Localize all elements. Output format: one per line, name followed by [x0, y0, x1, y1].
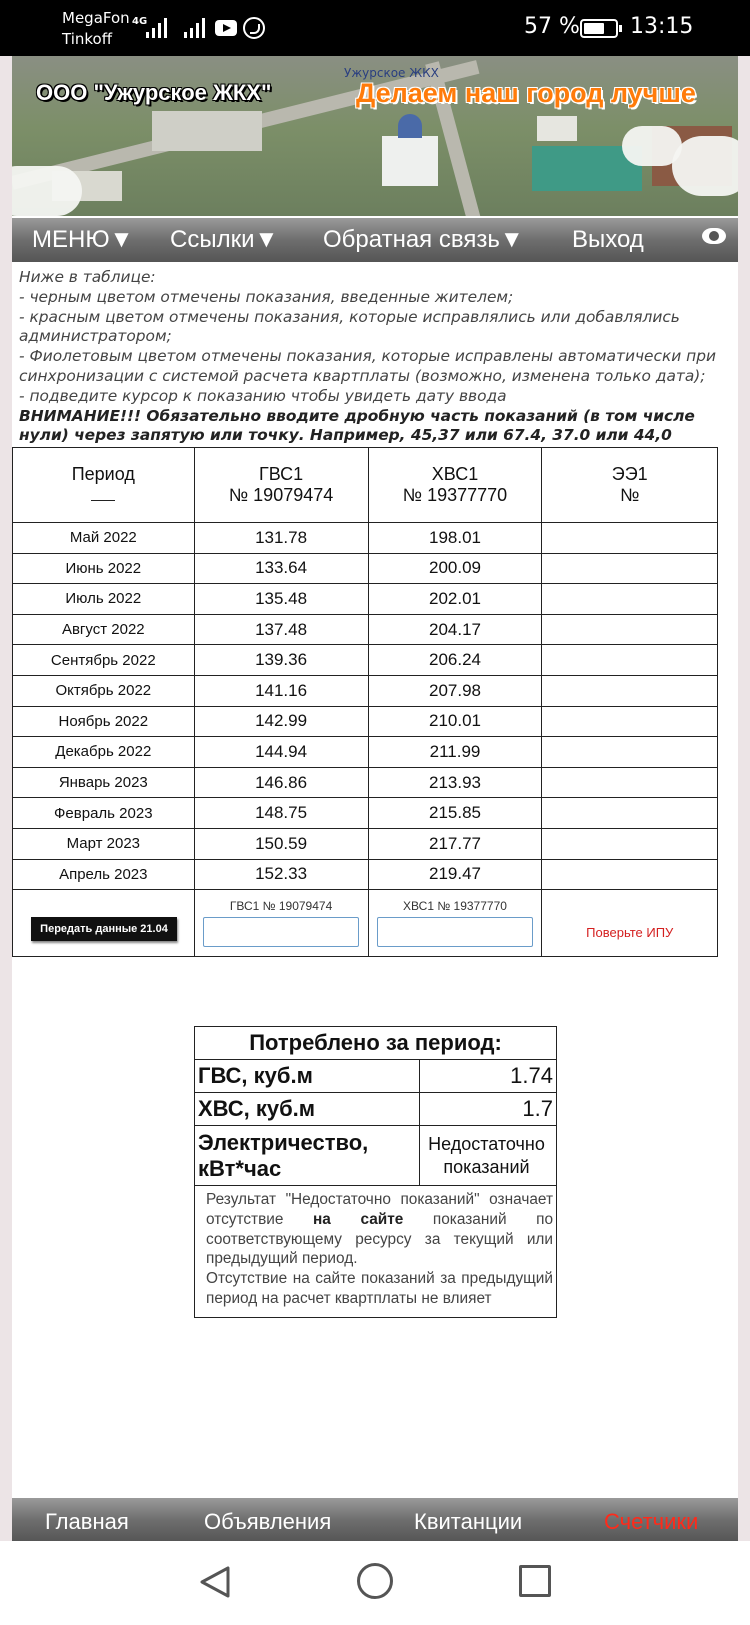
ee-input-cell [542, 890, 718, 957]
table-row [195, 1093, 557, 1126]
table-row: Июль 2022 135.48 202.01 [13, 584, 718, 615]
back-icon[interactable] [198, 1565, 232, 1599]
header-banner [12, 56, 739, 216]
note-line: - подведите курсор к показанию чтобы увидеть дату ввода [19, 386, 507, 405]
hvs-input-cell [368, 890, 542, 957]
nav-home[interactable]: Главная [45, 1509, 129, 1534]
table-row: Сентябрь 2022 139.36 206.24 [13, 645, 718, 676]
gvs-reading-input[interactable] [203, 917, 359, 947]
note-line: - черным цветом отмечены показания, введенные жителем; [19, 287, 514, 306]
consumption-title: Потреблено за период: [195, 1027, 557, 1060]
home-icon[interactable] [357, 1563, 393, 1599]
consumption-label: ХВС, куб.м [195, 1093, 420, 1126]
consumption-table [194, 1026, 557, 1318]
table-row: Май 2022 131.78 198.01 [13, 523, 718, 554]
logout-link[interactable]: Выход [572, 226, 644, 253]
table-row: Август 2022 137.48 204.17 [13, 614, 718, 645]
banner-cloud [12, 166, 82, 216]
signal-icon [146, 14, 167, 38]
status-bar [0, 0, 750, 56]
system-navigation-bar [0, 1541, 750, 1625]
table-row [195, 1060, 557, 1093]
eye-icon[interactable] [702, 228, 726, 244]
whatsapp-icon [243, 17, 265, 39]
nav-receipts[interactable]: Квитанции [414, 1509, 523, 1534]
note-line: - Фиолетовым цветом отмечены показания, которые исправлены автоматически при синхронизации с системой расчета квартплаты (возможно, изменена только дата); [19, 347, 717, 385]
battery-icon [580, 19, 618, 38]
table-row: Ноябрь 2022 142.99 210.01 [13, 706, 718, 737]
banner-slogan: Делаем наш город лучше [356, 78, 696, 108]
clock: 13:15 [630, 14, 694, 39]
nav-announcements[interactable]: Объявления [204, 1509, 332, 1534]
table-row: Март 2023 150.59 217.77 [13, 828, 718, 859]
signal-icon-2 [184, 14, 205, 38]
menu-dropdown[interactable]: МЕНЮ▼ [32, 226, 134, 253]
banner-small-tag: Ужурское ЖКХ [344, 66, 439, 80]
table-header-row [13, 448, 718, 523]
network-type: 4G [132, 16, 148, 27]
note-line: - красным цветом отмечены показания, которые исправлялись или добавлялись администратором; [19, 307, 680, 346]
gvs-input-cell [194, 890, 368, 957]
table-row: Декабрь 2022 144.94 211.99 [13, 737, 718, 768]
banner-church [382, 136, 438, 186]
carrier-primary: MegaFon [62, 9, 130, 27]
table-row: Апрель 2023 152.33 219.47 [13, 859, 718, 890]
top-menu [12, 218, 739, 262]
header-gvs: ГВС1 № 19079474 [194, 448, 368, 523]
submit-readings-button[interactable]: Передать данные 21.04 [31, 917, 177, 941]
table-row [195, 1126, 557, 1186]
banner-building [537, 116, 577, 141]
gvs-input-label: ГВС1 № 19079474 [229, 899, 333, 914]
battery-percent: 57 % [524, 14, 580, 39]
consumption-note: Результат "Недостаточно показаний" означает отсутствие на сайте показаний по соответствующему ресурсу за текущий или предыдущий период. Отсутствие на сайте показаний за предыдущий период на расчет квартплаты не влияет [195, 1186, 557, 1318]
header-ee: ЭЭ1 № [542, 448, 718, 523]
submit-cell [13, 890, 195, 957]
banner-building [152, 111, 262, 151]
table-row: Октябрь 2022 141.16 207.98 [13, 675, 718, 706]
warning-note: ВНИМАНИЕ!!! Обязательно вводите дробную часть показаний (в том числе нули) через запятую или точку. Например, 45,37 или 67.4, 37.0 или 44,0 [19, 406, 695, 445]
hvs-reading-input[interactable] [377, 917, 533, 947]
table-row: Февраль 2023 148.75 215.85 [13, 798, 718, 829]
consumption-value: 1.7 [420, 1093, 557, 1126]
table-row: Июнь 2022 133.64 200.09 [13, 553, 718, 584]
table-row: Январь 2023 146.86 213.93 [13, 767, 718, 798]
consumption-label: Электричество, кВт*час [195, 1126, 420, 1186]
submit-row [13, 890, 718, 957]
consumption-value: Недостаточно показаний [420, 1126, 557, 1186]
recent-apps-icon[interactable] [519, 1565, 551, 1597]
consumption-value: 1.74 [420, 1060, 557, 1093]
note-line: Ниже в таблице: [19, 268, 156, 286]
bottom-nav [12, 1498, 739, 1542]
legend-notes [19, 268, 734, 446]
feedback-dropdown[interactable]: Обратная связь▼ [323, 226, 524, 253]
web-page [0, 56, 750, 1541]
hvs-input-label: ХВС1 № 19377770 [403, 899, 507, 914]
links-dropdown[interactable]: Ссылки▼ [170, 226, 279, 253]
check-meter-link[interactable]: Поверьте ИПУ [586, 925, 674, 941]
nav-meters[interactable]: Счетчики [604, 1509, 699, 1534]
header-period: Период [13, 448, 195, 523]
banner-cloud [672, 136, 739, 196]
header-hvs: ХВС1 № 19377770 [368, 448, 542, 523]
carrier-secondary: Tinkoff [62, 30, 113, 48]
youtube-icon [215, 20, 237, 36]
readings-table [12, 447, 718, 957]
carrier-names [62, 8, 130, 50]
consumption-label: ГВС, куб.м [195, 1060, 420, 1093]
organization-name: ООО "Ужурское ЖКХ" [36, 80, 272, 105]
